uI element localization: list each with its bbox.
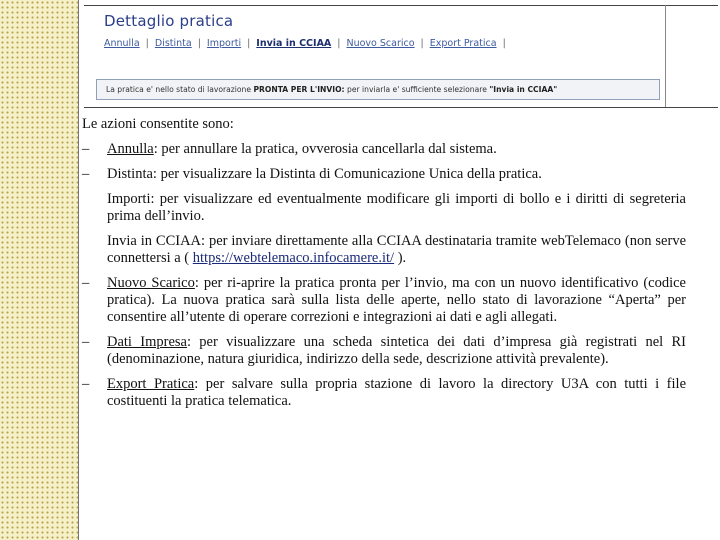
desc-importi: : per visualizzare ed eventualmente modificare gli importi di bollo e i diritti di segreteria prima dell’invio.	[107, 191, 686, 224]
screenshot-right-rule	[665, 5, 666, 108]
term-invia-cciaa: Invia in CCIAA	[107, 233, 202, 249]
dash-bullet: –	[82, 376, 90, 392]
term-annulla: Annulla	[107, 141, 154, 157]
dash-bullet: –	[82, 141, 90, 157]
status-info-middle: per inviarla e' sufficiente selezionare	[347, 85, 487, 94]
dash-bullet: –	[82, 166, 90, 182]
nav-link-export-pratica[interactable]: Export Pratica	[429, 38, 497, 49]
page-title: Dettaglio pratica	[104, 12, 234, 30]
list-item-importi	[82, 191, 686, 225]
list-item-nuovo-scarico	[82, 275, 686, 326]
list-item-annulla	[82, 141, 686, 158]
list-item-invia-cciaa	[82, 233, 686, 267]
desc-nuovo-scarico: : per ri-aprire la pratica pronta per l’invio, ma con un nuovo identificativo (codice pratica). La nuova pratica sarà sulla lista delle aperte, nello stato di lavorazione “Aperta” per consentire all’utente di operare correzioni e integrazioni ai dati e agli allegati.	[107, 275, 686, 325]
term-dati-impresa: Dati Impresa	[107, 334, 187, 350]
desc-export-pratica: : per salvare sulla propria stazione di lavoro la directory U3A con tutti i file costituenti la pratica telematica.	[107, 376, 686, 409]
nav-separator: |	[502, 38, 506, 49]
status-info-box	[96, 79, 660, 100]
term-distinta: Distinta	[107, 166, 153, 182]
nav-separator: |	[420, 38, 424, 49]
nav-link-invia-cciaa[interactable]: Invia in CCIAA	[256, 38, 332, 49]
term-export-pratica: Export Pratica	[107, 376, 195, 392]
nav-link-importi[interactable]: Importi	[206, 38, 242, 49]
list-item-distinta	[82, 166, 686, 183]
nav-link-nuovo-scarico[interactable]: Nuovo Scarico	[346, 38, 415, 49]
desc-dati-impresa: : per visualizzare una scheda sintetica dei dati d’impresa già registrati nel RI (denominazione, natura giuridica, indirizzo della sede, descrizione attività prevalente).	[107, 334, 686, 367]
dash-bullet: –	[82, 334, 90, 350]
nav-separator: |	[337, 38, 341, 49]
nav-separator: |	[197, 38, 201, 49]
intro-text: Le azioni consentite sono:	[82, 116, 234, 132]
status-info-action: "Invia in CCIAA"	[489, 85, 558, 94]
screenshot-bottom-rule	[84, 107, 718, 108]
nav-separator: |	[145, 38, 149, 49]
status-info-state: PRONTA PER L'INVIO:	[253, 85, 345, 94]
desc-invia-cciaa-b: ).	[394, 250, 407, 266]
nav-link-distinta[interactable]: Distinta	[154, 38, 192, 49]
decorative-side-strip	[0, 0, 79, 540]
term-nuovo-scarico: Nuovo Scarico	[107, 275, 195, 291]
action-nav	[104, 38, 512, 49]
desc-annulla: : per annullare la pratica, ovverosia cancellarla dal sistema.	[153, 141, 497, 157]
nav-link-annulla[interactable]: Annulla	[104, 38, 140, 49]
list-item-dati-impresa	[82, 334, 686, 368]
desc-distinta: : per visualizzare la Distinta di Comunicazione Unica della pratica.	[152, 166, 542, 182]
document-body	[82, 116, 686, 418]
webtelemaco-link[interactable]: https://webtelemaco.infocamere.it/	[192, 250, 395, 266]
desc-invia-cciaa-a: : per inviare direttamente alla CCIAA destinataria tramite webTelemaco (non serve connettersi a (	[107, 233, 687, 266]
dash-bullet: –	[82, 275, 90, 291]
list-item-export-pratica	[82, 376, 686, 410]
nav-separator: |	[247, 38, 251, 49]
term-importi: Importi	[107, 191, 151, 207]
screenshot-top-rule	[84, 5, 718, 6]
status-info-prefix: La pratica e' nello stato di lavorazione	[106, 85, 252, 94]
